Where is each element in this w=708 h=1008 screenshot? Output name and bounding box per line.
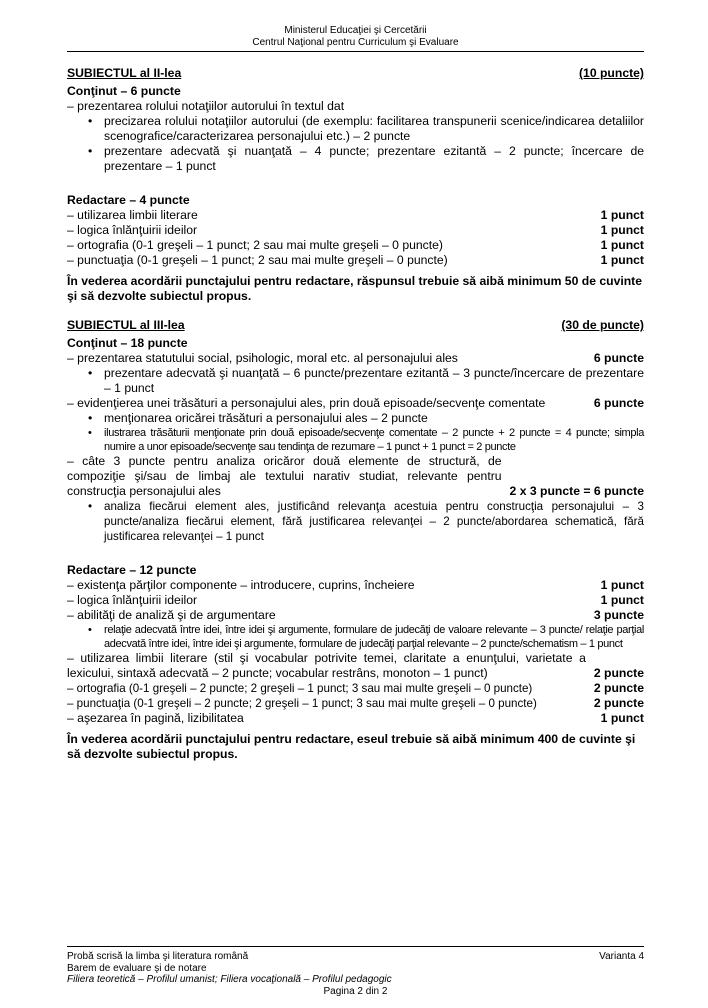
list-item: • prezentare adecvată şi nuanţată – 6 puncte/prezentare ezitantă – 3 puncte/încercare de prezentare – 1 punct [67,366,644,396]
s3-redactare-heading: Redactare – 12 puncte [67,563,197,577]
s2-content-bullets [67,114,644,174]
section-3-points: (30 de puncte) [561,318,644,332]
list-item: • ilustrarea trăsăturii menţionate prin două episoade/secvenţe comentate – 2 puncte + 2 puncte = 4 puncte; simpla numire a unor episoade/secvenţe sau tendinţa de rezumare – 1 punct + 1 punct = 2 puncte [67,426,644,454]
criteria-row: – ortografia (0-1 greşeli – 2 puncte; 2 greşeli – 1 punct; 3 sau mai multe greşeli – 0 puncte) 2 puncte [67,681,644,695]
footer-filiera: Filiera teoretică – Profilul umanist; Filiera vocaţională – Profilul pedagogic [67,974,392,985]
s2-note: În vederea acordării punctajului pentru redactare, răspunsul trebuie să aibă minimum 50 de cuvinte şi să dezvolte subiectul propus. [67,274,643,303]
s2-content-heading: Conţinut – 6 puncte [67,84,181,98]
criteria-row: – utilizarea limbii literare (stil şi vocabular potrivite temei, claritate a enunţului, varietate a lexicului, sintaxă adecvată – 2 puncte; vocabular restrâns, monoton – 1 punct) 2 puncte [67,651,644,680]
page-header [67,0,644,49]
s2-content-line: – prezentarea rolului notaţiilor autorului în textul dat [67,99,345,113]
criteria-row: – utilizarea limbii literare 1 punct [67,208,644,222]
footer-variant: Varianta 4 [599,951,644,962]
criteria-row: – aşezarea în pagină, lizibilitatea 1 punct [67,711,644,725]
footer-barem: Barem de evaluare şi de notare [67,962,207,974]
criteria-row: – prezentarea statutului social, psihologic, moral etc. al personajului ales 6 puncte [67,351,644,365]
criteria-row: – evidenţierea unei trăsături a personajului ales, prin două episoade/secvenţe comentate 6 puncte [67,396,644,410]
criteria-row: – punctuaţia (0-1 greşeli – 2 puncte; 2 greşeli – 1 punct; 3 sau mai multe greşeli – 0 puncte) 2 puncte [67,696,644,710]
footer-exam: Probă scrisă la limba şi literatura română [67,951,249,962]
criteria-row: – punctuaţia (0-1 greşeli – 1 punct; 2 sau mai multe greşeli – 0 puncte) 1 punct [67,253,644,267]
s2-redactare-heading: Redactare – 4 puncte [67,193,190,207]
criteria-row: – existenţa părţilor componente – introducere, cuprins, încheiere 1 punct [67,578,644,592]
section-3-heading [67,318,644,333]
list-item: • analiza fiecărui element ales, justificând relevanţa acestuia pentru construcţia personajului – 3 puncte/analiza fiecărui element, fără justificarea relevanţei – 2 puncte/abordarea schematică, fără justificarea relevanţei – 1 punct [67,499,644,544]
page-footer [67,946,644,997]
list-item: • prezentare adecvată şi nuanţată – 4 puncte; prezentare ezitantă – 2 puncte; încercare de prezentare – 1 punct [67,144,644,174]
criteria-row: – câte 3 puncte pentru analiza oricăror două elemente de structură, de compoziţie şi/sau de limbaj ale textului narativ studiat, relevante pentru construcţia personajului ales 2 x 3 puncte = 6 puncte [67,454,644,498]
page-number: Pagina 2 din 2 [323,985,388,997]
s3-note: În vederea acordării punctajului pentru redactare, eseul trebuie să aibă minimum 400 de cuvinte şi să dezvolte subiectul propus. [67,732,636,761]
section-2-heading [67,66,644,81]
criteria-row: – logica înlănţuirii ideilor 1 punct [67,593,644,607]
section-2-title: SUBIECTUL al II-lea [67,66,182,80]
header-divider [67,51,644,52]
list-item: • precizarea rolului notaţiilor autorului (de exemplu: facilitarea transpunerii scenice/indicarea detaliilor scenografice/caracterizarea personajului etc.) – 2 puncte [67,114,644,144]
ministry-name: Ministerul Educaţiei şi Cercetării [284,25,427,36]
criteria-row: – logica înlănţuirii ideilor 1 punct [67,223,644,237]
center-name: Centrul Naţional pentru Curriculum şi Evaluare [252,37,459,48]
section-3-title: SUBIECTUL al III-lea [67,318,185,332]
s3-content-heading: Conţinut – 18 puncte [67,336,188,350]
criteria-row: – ortografia (0-1 greşeli – 1 punct; 2 sau mai multe greşeli – 0 puncte) 1 punct [67,238,644,252]
section-2-points: (10 puncte) [578,66,644,80]
document-page [67,0,644,762]
criteria-row: – abilităţi de analiză şi de argumentare 3 puncte [67,608,644,622]
list-item: • relaţie adecvată între idei, între idei şi argumente, formulare de judecăţi de valoare relevante – 3 puncte/ relaţie parţial adecvată între idei, între idei şi argumente, formulare de judecăţi parţial relevante – 2 puncte/schematism – 1 punct [67,623,644,651]
list-item: • menţionarea oricărei trăsături a personajului ales – 2 puncte [67,411,644,426]
